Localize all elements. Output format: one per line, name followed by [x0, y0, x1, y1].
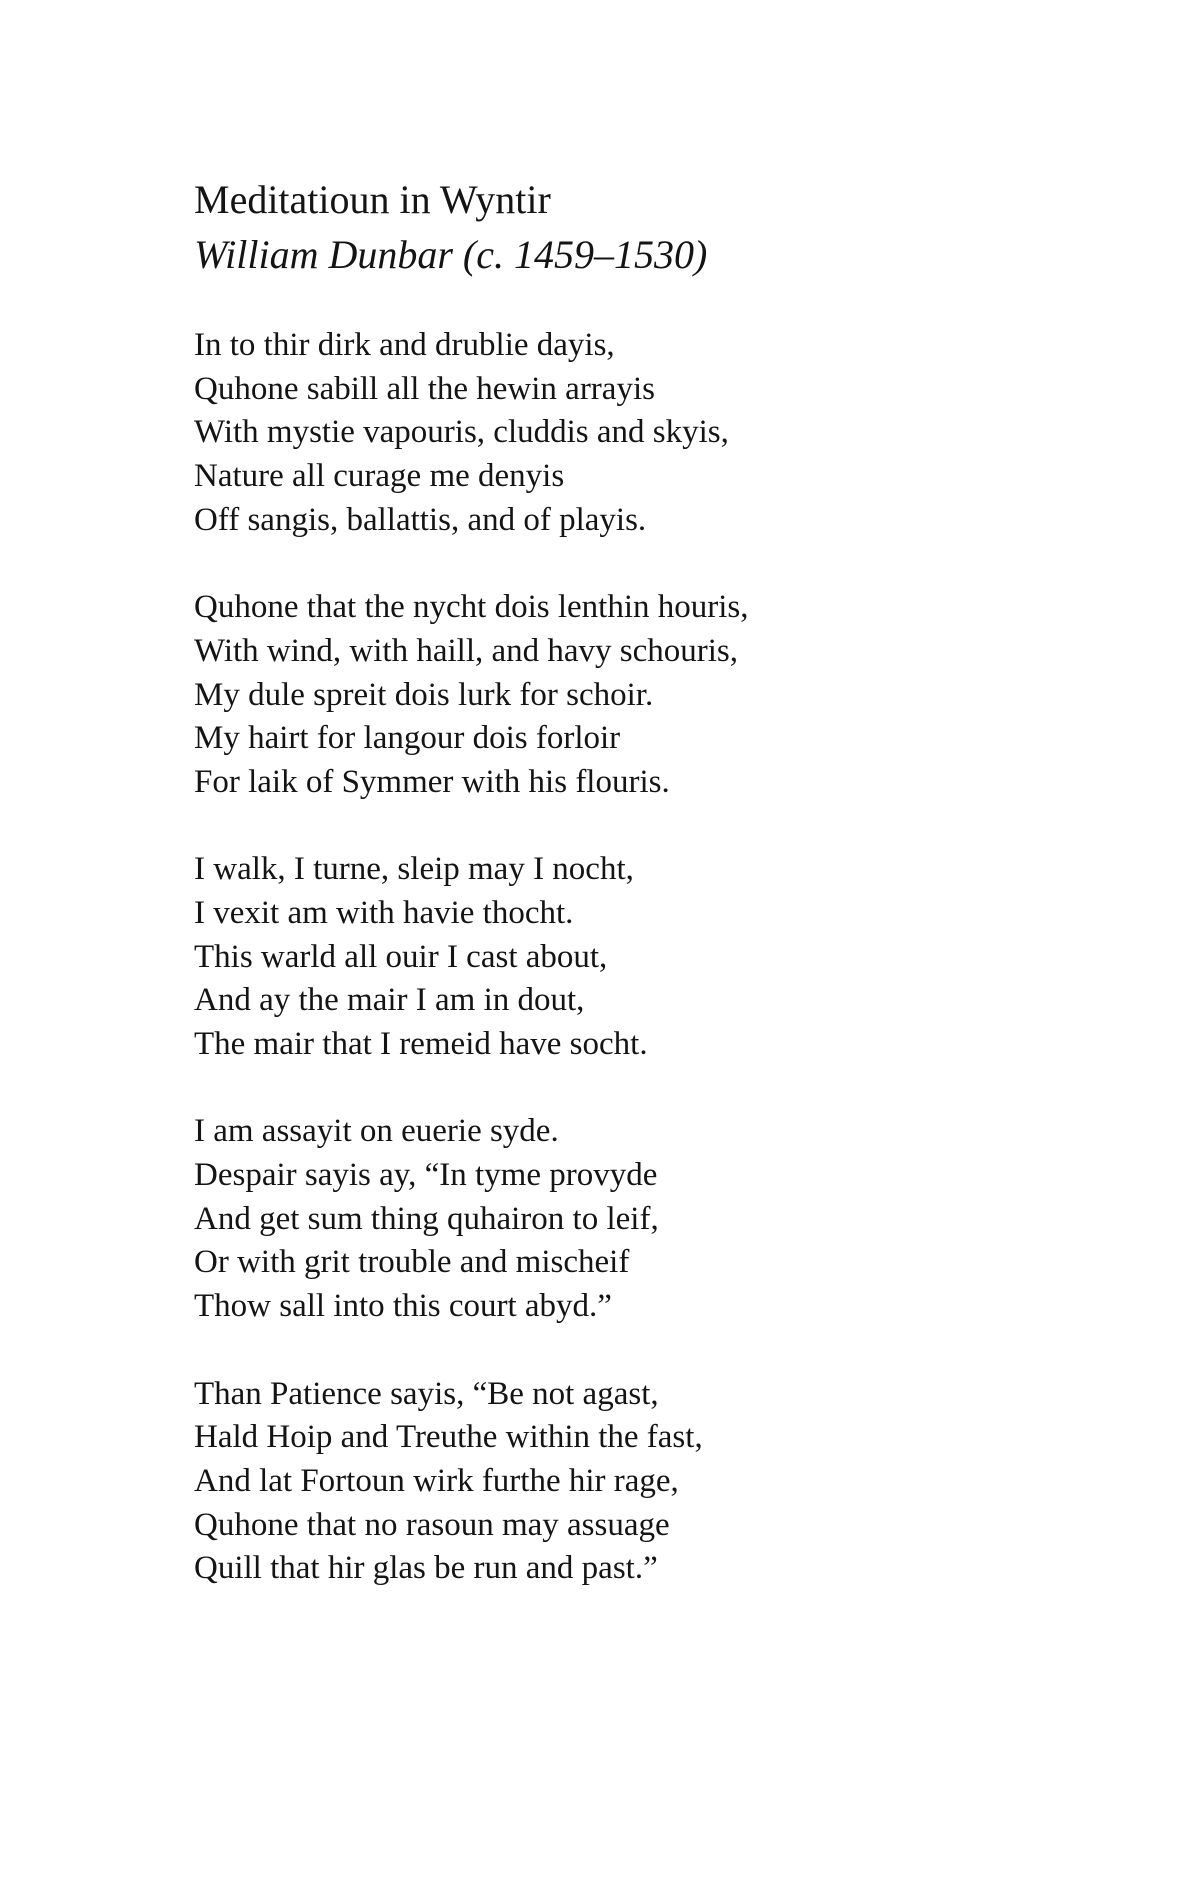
poem-line: Quill that hir glas be run and past.” [194, 1550, 658, 1587]
poem-line: Quhone sabill all the hewin arrayis [194, 370, 655, 407]
stanza-3 [194, 848, 1094, 1066]
poem-body [194, 324, 1094, 1635]
stanza-5 [194, 1373, 1094, 1591]
poem-line: Or with grit trouble and mischeif [194, 1244, 630, 1281]
poem-line: This warld all ouir I cast about, [194, 938, 608, 975]
poem-line: And ay the mair I am in dout, [194, 982, 585, 1019]
poem-line: My dule spreit dois lurk for schoir. [194, 676, 654, 713]
poem-title: Meditatioun in Wyntir [194, 177, 551, 222]
poem-line: And lat Fortoun wirk furthe hir rage, [194, 1462, 679, 1499]
stanza-4 [194, 1110, 1094, 1328]
poem-author: William Dunbar (c. 1459–1530) [194, 232, 708, 277]
poem-line: Despair sayis ay, “In tyme provyde [194, 1157, 658, 1194]
poem-line: I walk, I turne, sleip may I nocht, [194, 851, 634, 888]
stanza-2 [194, 586, 1094, 804]
poem-line: Off sangis, ballattis, and of playis. [194, 501, 647, 538]
poem-line: Than Patience sayis, “Be not agast, [194, 1375, 659, 1412]
poem-line: And get sum thing quhairon to leif, [194, 1200, 659, 1237]
poem-line: Nature all curage me denyis [194, 458, 565, 495]
poem-line: For laik of Symmer with his flouris. [194, 763, 670, 800]
poem-line: Hald Hoip and Treuthe within the fast, [194, 1419, 703, 1456]
poem-heading [194, 172, 1094, 282]
poem-line: Thow sall into this court abyd.” [194, 1288, 612, 1325]
poem-line: I vexit am with havie thocht. [194, 894, 574, 931]
poem-line: With wind, with haill, and havy schouris, [194, 632, 739, 669]
poem-line: Quhone that the nycht dois lenthin houris, [194, 589, 749, 626]
stanza-1 [194, 324, 1094, 542]
poem-line: Quhone that no rasoun may assuage [194, 1506, 670, 1543]
poem-line: With mystie vapouris, cluddis and skyis, [194, 414, 729, 451]
poem-line: My hairt for langour dois forloir [194, 720, 621, 757]
poem-line: I am assayit on euerie syde. [194, 1113, 559, 1150]
poem-line: In to thir dirk and drublie dayis, [194, 327, 615, 363]
poem-line: The mair that I remeid have socht. [194, 1026, 648, 1062]
